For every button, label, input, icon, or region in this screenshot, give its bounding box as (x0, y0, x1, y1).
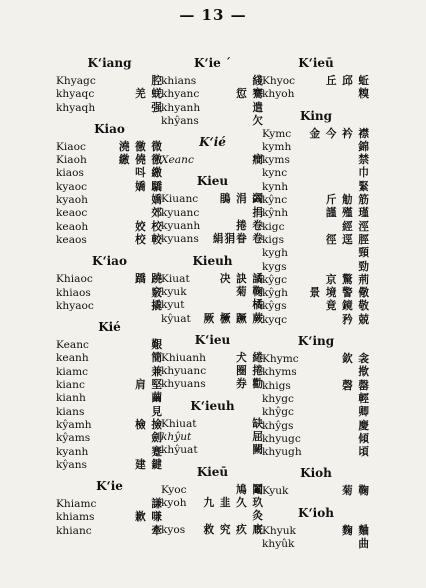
dictionary-entry (161, 88, 264, 101)
entry-characters: 斤 觔 筋 (325, 194, 370, 207)
dictionary-section (161, 56, 264, 135)
entry-characters: 巾 (358, 167, 370, 180)
entry-characters: 遣 (252, 101, 264, 114)
entry-characters: 犬 綣 (236, 351, 264, 364)
dictionary-entry (262, 128, 370, 141)
section-heading: Kieuh (192, 253, 233, 268)
section-heading: K‘ieuh (190, 398, 235, 413)
entry-characters: 缺 (252, 417, 264, 430)
entry-romanization: khŷans (161, 114, 199, 127)
entry-romanization: keaos (56, 233, 87, 246)
dictionary-section (262, 109, 370, 334)
entry-romanization: kŷamh (56, 418, 92, 431)
entry-characters: 救 究 疚 廐 (203, 523, 264, 536)
dictionary-entry (262, 75, 370, 88)
dictionary-entry (56, 379, 163, 392)
entry-romanization: keaoh (56, 220, 89, 233)
entry-romanization: khyaqh (56, 101, 96, 114)
entry-characters: 欠 (252, 114, 264, 127)
dictionary-section (161, 333, 264, 399)
entry-romanization: khyoh (262, 88, 295, 101)
section-heading: K‘ie (96, 479, 123, 494)
section-heading: Kié (98, 320, 121, 335)
entry-characters: 券 勸 (236, 378, 264, 391)
entry-characters: 郊 (151, 207, 163, 220)
dictionary-entry (262, 167, 370, 180)
dictionary-entry (161, 193, 264, 206)
entry-romanization: kŷgh (262, 287, 289, 300)
entry-romanization: kŷnh (262, 207, 289, 220)
entry-characters: 撬 (151, 299, 163, 312)
entry-romanization: khyuanc (161, 365, 207, 378)
dictionary-section (56, 254, 163, 320)
dictionary-entry (161, 352, 264, 365)
dictionary-entry (161, 115, 264, 128)
dictionary-entry (161, 444, 264, 457)
dictionary-entry (262, 485, 370, 498)
dictionary-entry (161, 484, 264, 497)
dictionary-entry (262, 525, 370, 538)
entry-romanization: kŷgs (262, 300, 287, 313)
dictionary-column-2 (161, 56, 264, 544)
dictionary-section (262, 506, 370, 559)
entry-characters: 錦 (358, 140, 370, 153)
entry-romanization: kigs (262, 233, 285, 246)
dictionary-entry (262, 353, 370, 366)
dictionary-entry (56, 181, 163, 194)
entry-characters: 簡 (151, 352, 163, 365)
dictionary-entry (161, 102, 264, 115)
dictionary-entry (56, 525, 163, 538)
dictionary-entry (262, 366, 370, 379)
entry-romanization: Khyoc (262, 75, 296, 87)
section-heading: Kieū (196, 464, 229, 479)
dictionary-entry (262, 207, 370, 220)
entry-romanization: kyuk (161, 285, 187, 298)
entry-characters: 蹇 (151, 445, 163, 458)
dictionary-entry (56, 392, 163, 405)
section-heading: King (299, 108, 333, 123)
dictionary-entry (161, 273, 264, 286)
entry-romanization: Khyagc (56, 75, 96, 87)
entry-romanization: kians (56, 405, 85, 418)
entry-characters: 繳 僥 徼 (118, 154, 163, 167)
entry-romanization: Kiaoc (56, 140, 86, 153)
entry-characters: 厥 橛 蹶 蕨 (203, 312, 264, 325)
entry-romanization: kync (262, 167, 288, 180)
entry-characters: 菊 鞠 (236, 285, 264, 298)
dictionary-section (262, 56, 370, 109)
dictionary-entry (161, 431, 264, 444)
section-heading: Kieu (196, 174, 229, 189)
dictionary-entry (161, 207, 264, 220)
entry-characters: 禁 (358, 154, 370, 167)
entry-characters: 輕 (358, 392, 370, 405)
dictionary-entry (262, 433, 370, 446)
entry-characters: 磬 罄 (342, 379, 370, 392)
dictionary-entry (56, 75, 163, 88)
entry-romanization: kianh (56, 392, 86, 405)
entry-characters: 澆 徼 微 (118, 140, 163, 153)
dictionary-column-3 (262, 56, 370, 558)
entry-characters: 金 今 衿 襟 (309, 127, 370, 140)
entry-romanization: kyqc (262, 313, 288, 326)
entry-characters: 菊 鞠 (342, 485, 370, 498)
dictionary-section (161, 254, 264, 333)
entry-romanization: khŷgs (262, 419, 294, 432)
entry-characters: 强 (151, 101, 163, 114)
entry-characters: 麴 麯 (342, 524, 370, 537)
dictionary-entry (56, 498, 163, 511)
dictionary-entry (262, 287, 370, 300)
dictionary-entry (161, 365, 264, 378)
entry-romanization: Kyuk (262, 485, 289, 498)
page-number: — 13 — (179, 6, 247, 24)
dictionary-entry (56, 221, 163, 234)
dictionary-section (56, 479, 163, 545)
entry-characters: 校 較 (135, 233, 163, 246)
section-heading: K‘ieū (298, 56, 334, 70)
dictionary-entry (56, 154, 163, 167)
entry-characters: 勁 (358, 260, 370, 273)
entry-characters: 嬌 (151, 194, 163, 207)
entry-characters: 頃 (358, 446, 370, 459)
entry-romanization: khyaqc (56, 88, 95, 101)
entry-romanization: kŷuat (161, 312, 191, 325)
entry-romanization: Khiaoc (56, 273, 93, 286)
entry-romanization: khians (161, 75, 197, 87)
entry-romanization: Xeanc (161, 154, 194, 167)
entry-romanization: Keanc (56, 339, 89, 352)
entry-characters: 灸 (252, 510, 264, 523)
entry-romanization: Kymc (262, 127, 292, 140)
dictionary-entry (161, 418, 264, 431)
entry-characters: 建 鍵 (135, 458, 163, 471)
section-heading: Kioh (300, 466, 332, 481)
dictionary-entry (161, 75, 264, 88)
entry-characters: 捲 卷 (236, 220, 264, 233)
dictionary-entry (56, 459, 163, 472)
entry-romanization: keaoc (56, 207, 88, 220)
entry-characters: 癎 (252, 154, 264, 167)
dictionary-entry (262, 446, 370, 459)
entry-characters: 謙 (151, 498, 163, 511)
dictionary-entry (262, 88, 370, 101)
entry-romanization: khyugh (262, 446, 302, 459)
entry-romanization: Khyuk (262, 524, 296, 537)
entry-romanization: Khiamc (56, 498, 97, 511)
entry-romanization: khyanh (161, 101, 201, 114)
dictionary-entry (161, 299, 264, 312)
entry-romanization: kygs (262, 260, 287, 273)
dictionary-section (161, 174, 264, 253)
section-heading: K‘ioh (298, 505, 334, 520)
entry-characters: 蹻 蹺 (135, 273, 163, 286)
entry-characters: 慶 (358, 419, 370, 432)
dictionary-entry (56, 234, 163, 247)
entry-romanization: khyugc (262, 432, 301, 445)
entry-romanization: khianc (56, 524, 92, 537)
dictionary-entry (262, 141, 370, 154)
entry-characters: 愆 騫 (236, 88, 264, 101)
entry-romanization: khyms (262, 366, 297, 379)
dictionary-entry (262, 181, 370, 194)
entry-romanization: kyut (161, 299, 185, 312)
entry-romanization: kyaoh (56, 194, 88, 207)
entry-characters: 欽 衾 (342, 353, 370, 366)
entry-romanization: kyuanc (161, 206, 200, 219)
dictionary-section (56, 122, 163, 254)
section-heading: K‘iao (92, 254, 127, 269)
entry-characters: 鳩 鬮 (236, 483, 264, 496)
entry-romanization: khiams (56, 511, 95, 524)
entry-romanization: kianc (56, 379, 85, 392)
entry-romanization: khyûk (262, 538, 295, 551)
section-heading: Kiao (94, 121, 125, 136)
entry-romanization: kyaoc (56, 180, 88, 193)
dictionary-entry (56, 141, 163, 154)
dictionary-entry (262, 194, 370, 207)
entry-characters: 經 涇 (342, 220, 370, 233)
entry-characters: 闕 (252, 444, 264, 457)
entry-characters: 矜 兢 (342, 313, 370, 326)
dictionary-entry (262, 380, 370, 393)
entry-characters: 竅 (151, 286, 163, 299)
entry-characters: 鵑 涓 蠲 (219, 193, 264, 206)
entry-characters: 曲 (358, 538, 370, 551)
entry-characters: 捐 (252, 206, 264, 219)
entry-romanization: khyaoc (56, 299, 94, 312)
entry-characters: 揿 (358, 366, 370, 379)
dictionary-column-1 (56, 56, 163, 545)
dictionary-entry (56, 102, 163, 115)
entry-romanization: khŷut (161, 431, 192, 444)
dictionary-section (262, 466, 370, 505)
entry-characters: 橘 (252, 299, 264, 312)
entry-characters: 九 韭 久 玖 (203, 496, 264, 509)
entry-characters: 牽 (151, 524, 163, 537)
dictionary-section (56, 56, 163, 122)
entry-romanization: kyoh (161, 496, 187, 509)
section-heading: K‘ié (199, 135, 226, 150)
entry-romanization: kŷams (56, 432, 91, 445)
dictionary-entry (161, 220, 264, 233)
entry-characters: 屈 (252, 431, 264, 444)
entry-characters: 綫 (252, 75, 264, 87)
dictionary-entry (56, 419, 163, 432)
entry-characters: 絹狷眷 卷 (212, 233, 264, 246)
dictionary-entry (262, 538, 370, 551)
dictionary-entry (161, 233, 264, 246)
entry-characters: 兼 (151, 365, 163, 378)
entry-romanization: Kiuat (161, 272, 190, 285)
dictionary-entry (56, 511, 163, 524)
entry-romanization: khŷgc (262, 406, 294, 419)
section-heading: K‘ing (297, 334, 335, 349)
entry-romanization: kŷgc (262, 273, 288, 286)
dictionary-entry (56, 287, 163, 300)
entry-characters: 頸 (358, 247, 370, 260)
entry-characters: 嬌 驕 (135, 180, 163, 193)
entry-characters: 傾 (358, 432, 370, 445)
dictionary-entry (56, 366, 163, 379)
entry-romanization: Khiuanh (161, 351, 206, 364)
dictionary-section (161, 465, 264, 544)
entry-romanization: kiamc (56, 365, 89, 378)
entry-romanization: kymh (262, 140, 292, 153)
dictionary-entry (56, 167, 163, 180)
dictionary-section (161, 399, 264, 465)
entry-romanization: kŷnc (262, 194, 288, 207)
dictionary-entry (262, 406, 370, 419)
entry-romanization: khyuans (161, 378, 206, 391)
dictionary-entry (56, 339, 163, 352)
dictionary-entry (262, 300, 370, 313)
entry-romanization: kyms (262, 154, 290, 167)
entry-romanization: keanh (56, 352, 89, 365)
dictionary-section (161, 135, 264, 174)
entry-characters: 謹 殣 瑾 (325, 207, 370, 220)
dictionary-entry (262, 247, 370, 260)
entry-characters: 見 (151, 405, 163, 418)
entry-romanization: kynh (262, 180, 289, 193)
entry-romanization: khyanc (161, 88, 200, 101)
dictionary-entry (161, 286, 264, 299)
dictionary-entry (262, 314, 370, 327)
entry-characters: 丘 邱 蚯 (325, 75, 370, 87)
dictionary-entry (161, 497, 264, 510)
entry-characters: 繭 (151, 392, 163, 405)
entry-characters: 徑 逕 脛 (325, 233, 370, 246)
dictionary-entry (161, 510, 264, 523)
entry-characters: 羌 蜣 (135, 88, 163, 101)
dictionary-entry (56, 207, 163, 220)
entry-characters: 肩 堅 (135, 379, 163, 392)
dictionary-entry (262, 154, 370, 167)
entry-romanization: khŷuat (161, 444, 198, 457)
entry-romanization: kyanh (56, 445, 89, 458)
dictionary-entry (161, 378, 264, 391)
entry-characters: 緊 (358, 180, 370, 193)
entry-characters: 艱 (151, 339, 163, 352)
dictionary-entry (161, 154, 264, 167)
dictionary-entry (56, 88, 163, 101)
entry-characters: 檢 撿 (135, 418, 163, 431)
entry-characters: 糗 (358, 88, 370, 101)
entry-characters: 劍 (151, 432, 163, 445)
dictionary-entry (56, 432, 163, 445)
dictionary-entry (262, 234, 370, 247)
dictionary-entry (56, 406, 163, 419)
entry-romanization: khigs (262, 379, 291, 392)
entry-romanization: Khymc (262, 353, 299, 366)
dictionary-entry (56, 446, 163, 459)
entry-characters: 竟 鏡 敬 (325, 300, 370, 313)
entry-romanization: kyuanh (161, 220, 201, 233)
entry-romanization: khygc (262, 392, 294, 405)
dictionary-entry (262, 274, 370, 287)
entry-characters: 京 驚 荊 (325, 273, 370, 286)
dictionary-entry (56, 300, 163, 313)
section-heading: K‘ie ˊ (194, 56, 231, 70)
entry-romanization: Khiuat (161, 417, 197, 430)
entry-romanization: kyos (161, 523, 186, 536)
entry-characters: 呌 繳 (135, 167, 163, 180)
dictionary-entry (262, 393, 370, 406)
dictionary-entry (262, 261, 370, 274)
entry-romanization: Kiuanc (161, 193, 199, 206)
entry-romanization: kyuans (161, 233, 199, 246)
dictionary-entry (56, 194, 163, 207)
entry-romanization: kigc (262, 220, 285, 233)
dictionary-entry (262, 420, 370, 433)
entry-characters: 卿 (358, 406, 370, 419)
entry-romanization: kŷans (56, 458, 87, 471)
dictionary-section (262, 334, 370, 466)
section-heading: K‘iang (87, 56, 132, 70)
dictionary-entry (161, 524, 264, 537)
entry-romanization: khiaos (56, 286, 91, 299)
entry-characters: 决 訣 譎 (219, 272, 264, 285)
entry-characters: 圈 捲 (236, 365, 264, 378)
dictionary-entry (56, 352, 163, 365)
entry-romanization: kiaos (56, 167, 84, 180)
dictionary-entry (161, 313, 264, 326)
entry-characters: 腔 (151, 75, 163, 87)
entry-characters: 姣 校 (135, 220, 163, 233)
section-heading: K‘ieu (194, 332, 231, 347)
entry-romanization: kygh (262, 247, 289, 260)
dictionary-entry (262, 221, 370, 234)
dictionary-section (56, 320, 163, 479)
entry-romanization: Kiaoh (56, 154, 87, 167)
dictionary-entry (56, 273, 163, 286)
entry-characters: 景 境 警 儆 (309, 287, 370, 300)
entry-characters: 歉 嗛 (135, 511, 163, 524)
entry-romanization: Kyoc (161, 483, 187, 496)
